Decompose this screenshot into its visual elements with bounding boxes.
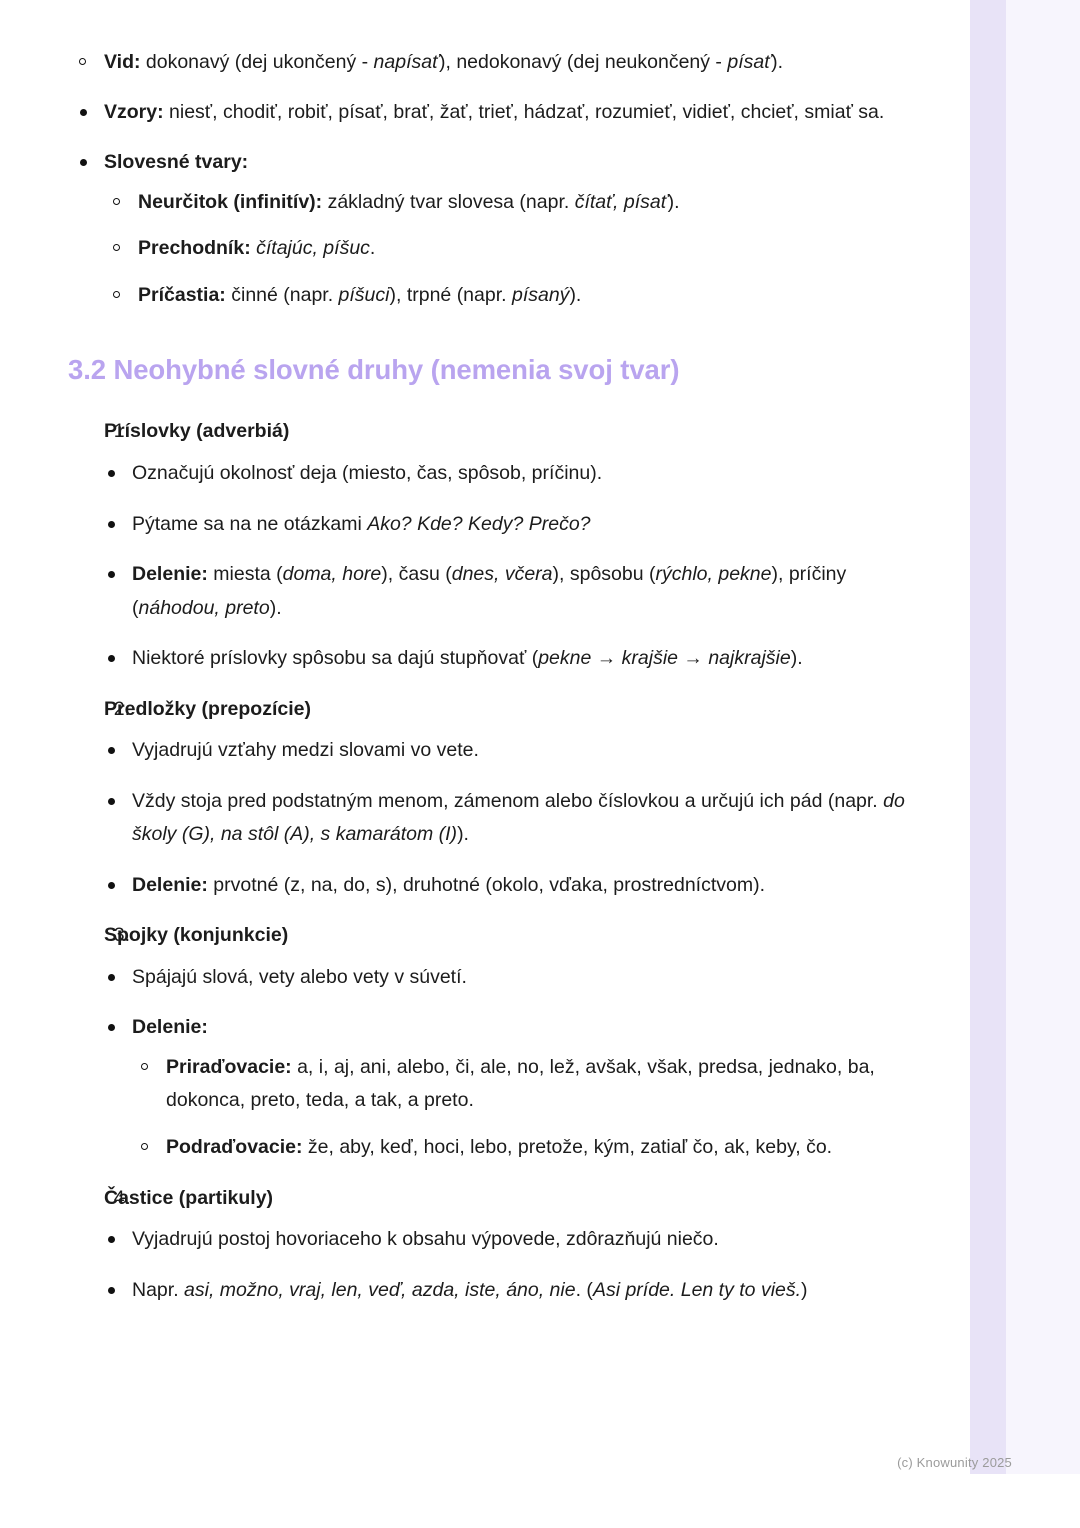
text-run: píšuci [338,283,390,306]
text-run: Ako? Kde? Kedy? Prečo? [367,512,591,535]
text-run: a, i, aj, ani, alebo, či, ale, no, lež, avšak, však, predsa, jednako, ba, dokonca, preto, teda, a tak, a preto. [166,1055,875,1112]
list-item-text [132,966,467,988]
text-run: Delenie: [132,873,208,896]
list-item [98,642,910,676]
text-run: dokonavý (dej ukončený - [140,51,374,73]
page-edge-strip-inner [970,0,1006,1474]
text-run: čítajúc, píšuc [256,237,370,260]
list-item [132,1131,910,1165]
text-run: asi, možno, vraj, len, veď, azda, iste, áno, nie [184,1278,576,1301]
list-item [98,1011,910,1164]
text-run: Podraďovacie: [166,1135,303,1158]
list-item-text [132,874,765,896]
word-class-title: Príslovky (adverbiá) [104,420,290,443]
continued-sublist [70,46,910,80]
text-run: Napr. [132,1278,185,1301]
list-item-text [132,647,803,669]
list-item-text [132,1016,208,1038]
list-item-text [138,191,680,213]
continued-sublist-block [70,46,910,80]
text-run: ). [771,51,784,73]
list-item-text [104,101,884,123]
sub-bullet-list [132,1051,910,1165]
text-run: ), príčiny ( [132,563,847,619]
list-item [104,232,910,266]
text-run: činné (napr. [225,283,339,306]
text-run: náhodou, preto [138,596,270,619]
text-run: Slovesné tvary: [104,151,249,174]
list-item [98,1274,910,1308]
text-run: Asi príde. Len ty to vieš. [592,1278,802,1301]
text-run: Označujú okolnosť deja (miesto, čas, spôsob, príčinu). [132,462,603,485]
text-run: ), trpné (napr. [389,283,512,306]
list-item [70,46,910,80]
list-item-text [104,151,248,173]
text-run: ). [457,823,469,846]
text-run: Niektoré príslovky spôsobu sa dajú stupňovať ( [132,647,539,670]
text-run: Pýtame sa na ne otázkami [132,512,368,535]
list-item-text [166,1056,875,1112]
list-item [70,96,910,130]
word-class-bullets [98,734,910,902]
text-run: Spájajú slová, vety alebo vety v súvetí. [132,965,467,988]
list-item [98,869,910,903]
word-class-title: Spojky (konjunkcie) [104,924,289,947]
text-run: ). [569,283,582,306]
text-run: do školy (G), na stôl (A), s kamarátom (I) [132,789,905,846]
list-item-text [132,739,479,761]
list-item [98,961,910,995]
text-run: miesta ( [207,563,283,586]
list-item [104,186,910,220]
text-run: základný tvar slovesa (napr. [322,190,575,213]
list-item [132,1051,910,1118]
text-run: ). [667,190,680,213]
text-run: ). [790,647,803,670]
text-run: Prechodník: [138,237,251,260]
list-item-text [132,513,591,535]
list-item-text [132,790,905,846]
word-class-item [70,1182,910,1308]
text-run: ), času ( [381,563,452,586]
text-run: Vid: [104,51,141,73]
text-run: Vzory: [104,100,164,123]
text-run: že, aby, keď, hoci, lebo, pretože, kým, zatiaľ čo, ak, keby, čo. [302,1135,833,1158]
word-class-title: Častice (partikuly) [104,1186,274,1209]
text-run: Delenie: [132,1016,208,1039]
word-class-bullets [98,1223,910,1307]
list-item [98,734,910,768]
text-run: dnes, včera [451,563,553,586]
text-run: písať [727,51,772,73]
word-class-bullets [98,961,910,1165]
text-run: písaný [511,283,570,306]
text-run: doma, hore [282,563,382,586]
word-class-item [70,415,910,675]
text-run: niesť, chodiť, robiť, písať, brať, žať, trieť, hádzať, rozumieť, vidieť, chcieť, smiať sa. [163,100,885,123]
bottom-spacer [70,1324,910,1364]
word-class-numbered-list [70,415,910,1307]
text-run: Príčastia: [138,283,226,306]
text-run: Vyjadrujú vzťahy medzi slovami vo vete. [132,739,479,762]
text-run: Delenie: [132,563,208,586]
list-item-text [132,563,846,619]
list-item-text [132,1279,808,1301]
word-class-item [70,693,910,903]
list-item [104,279,910,313]
list-item [70,146,910,312]
watermark-credit: (c) Knowunity 2025 [897,1455,1012,1470]
text-run: napísať [373,51,439,73]
document-body [70,46,910,1364]
text-run: . [369,237,376,260]
text-run: rýchlo, pekne [655,563,772,586]
list-item-text [166,1136,832,1158]
text-run: čítať, písať [574,190,668,213]
list-item-text [104,51,783,73]
section-heading: 3.2 Neohybné slovné druhy (nemenia svoj tvar) [68,354,680,386]
list-item [98,785,910,852]
text-run: . ( [575,1278,593,1301]
text-run: prvotné (z, na, do, s), druhotné (okolo, vďaka, prostredníctvom). [207,873,766,896]
text-run: ), nedokonavý (dej neukončený - [439,51,728,73]
word-class-item [70,919,910,1164]
list-item-text [138,284,581,306]
page-edge-strip-outer [1006,0,1080,1474]
list-item [98,508,910,542]
list-item-text [138,237,375,259]
word-class-title: Predložky (prepozície) [104,697,311,720]
list-item-text [132,1228,719,1250]
text-run: Vždy stoja pred podstatným menom, zámenom alebo číslovkou a určujú ich pád (napr. [132,789,884,812]
text-run: ). [269,596,282,619]
list-item [98,1223,910,1257]
text-run: pekne → krajšie → najkrajšie [538,647,791,670]
list-item [98,457,910,491]
word-class-bullets [98,457,910,676]
sub-bullet-list [104,186,910,313]
list-item [98,558,910,625]
list-item-text [132,462,602,484]
text-run: Priraďovacie: [166,1055,292,1078]
text-run: ) [801,1278,808,1301]
verb-properties-list [70,96,910,313]
text-run: Neurčitok (infinitív): [138,190,323,213]
text-run: ), spôsobu ( [552,563,656,586]
text-run: Vyjadrujú postoj hovoriaceho k obsahu výpovede, zdôrazňujú niečo. [132,1228,719,1251]
